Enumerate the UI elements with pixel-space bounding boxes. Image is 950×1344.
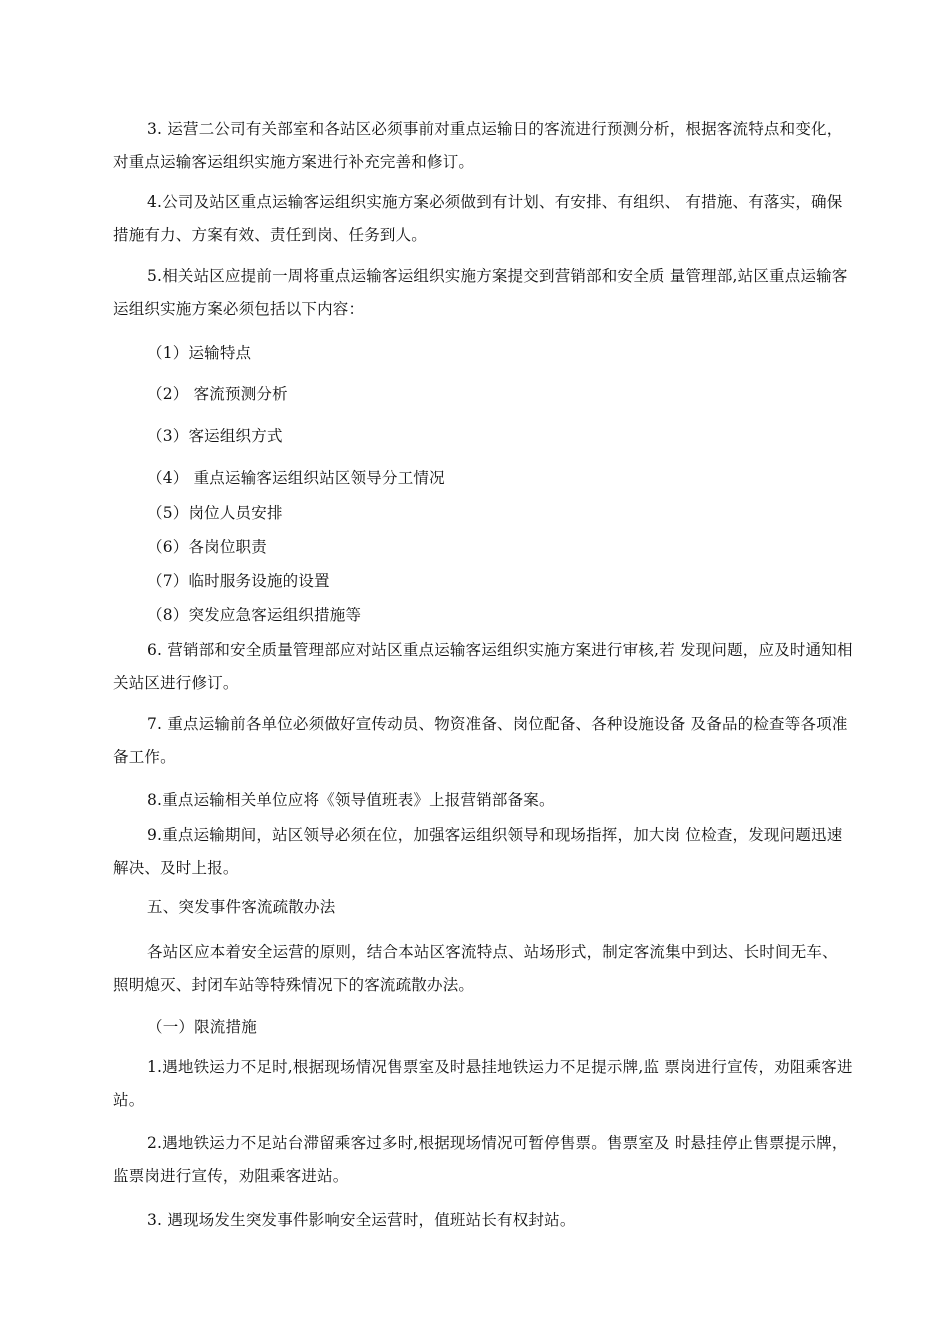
paragraph-6: 6. 营销部和安全质量管理部应对站区重点运输客运组织实施方案进行审核,若 发现问题，应及时通知相关站区进行修订。 bbox=[113, 641, 853, 692]
list-item: （3）客运组织方式 bbox=[147, 427, 283, 445]
paragraph-8: 8.重点运输相关单位应将《领导值班表》上报营销部备案。 bbox=[147, 791, 555, 809]
paragraph-7: 7. 重点运输前各单位必须做好宣传动员、物资准备、岗位配备、各种设施设备 及备品的检查等各项准备工作。 bbox=[113, 715, 848, 766]
list-item: （2） 客流预测分析 bbox=[147, 385, 288, 403]
paragraph-3: 3. 运营二公司有关部室和各站区必须事前对重点运输日的客流进行预测分析，根据客流特点和变化，对重点运输客运组织实施方案进行补充完善和修订。 bbox=[113, 120, 843, 171]
list-item: （1）运输特点 bbox=[147, 344, 252, 362]
paragraph-4: 4.公司及站区重点运输客运组织实施方案必须做到有计划、有安排、有组织、 有措施、有落实，确保措施有力、方案有效、责任到岗、任务到人。 bbox=[113, 193, 843, 244]
list-item: （6）各岗位职责 bbox=[147, 538, 267, 556]
paragraph-evacuation: 各站区应本着安全运营的原则，结合本站区客流特点、站场形式，制定客流集中到达、长时间无车、照明熄灭、封闭车站等特殊情况下的客流疏散办法。 bbox=[113, 943, 838, 994]
paragraph-9: 9.重点运输期间，站区领导必须在位，加强客运组织领导和现场指挥，加大岗 位检查，发现问题迅速解决、及时上报。 bbox=[113, 826, 843, 877]
paragraph-limit-1: 1.遇地铁运力不足时,根据现场情况售票室及时悬挂地铁运力不足提示牌,监 票岗进行宣传，劝阻乘客进站。 bbox=[113, 1058, 853, 1109]
list-item: （8）突发应急客运组织措施等 bbox=[147, 606, 362, 624]
list-item: （7）临时服务设施的设置 bbox=[147, 572, 330, 590]
paragraph-limit-2: 2.遇地铁运力不足站台滞留乘客过多时,根据现场情况可暂停售票。售票室及 时悬挂停止售票提示牌，监票岗进行宣传，劝阻乘客进站。 bbox=[113, 1134, 848, 1185]
subsection-title: （一）限流措施 bbox=[147, 1018, 257, 1036]
list-item: （4） 重点运输客运组织站区领导分工情况 bbox=[147, 469, 445, 487]
section-title: 五、突发事件客流疏散办法 bbox=[147, 898, 336, 916]
paragraph-limit-3: 3. 遇现场发生突发事件影响安全运营时，值班站长有权封站。 bbox=[147, 1211, 576, 1229]
paragraph-5: 5.相关站区应提前一周将重点运输客运组织实施方案提交到营销部和安全质 量管理部,站区重点运输客运组织实施方案必须包括以下内容： bbox=[113, 267, 848, 318]
list-item: （5）岗位人员安排 bbox=[147, 504, 283, 522]
